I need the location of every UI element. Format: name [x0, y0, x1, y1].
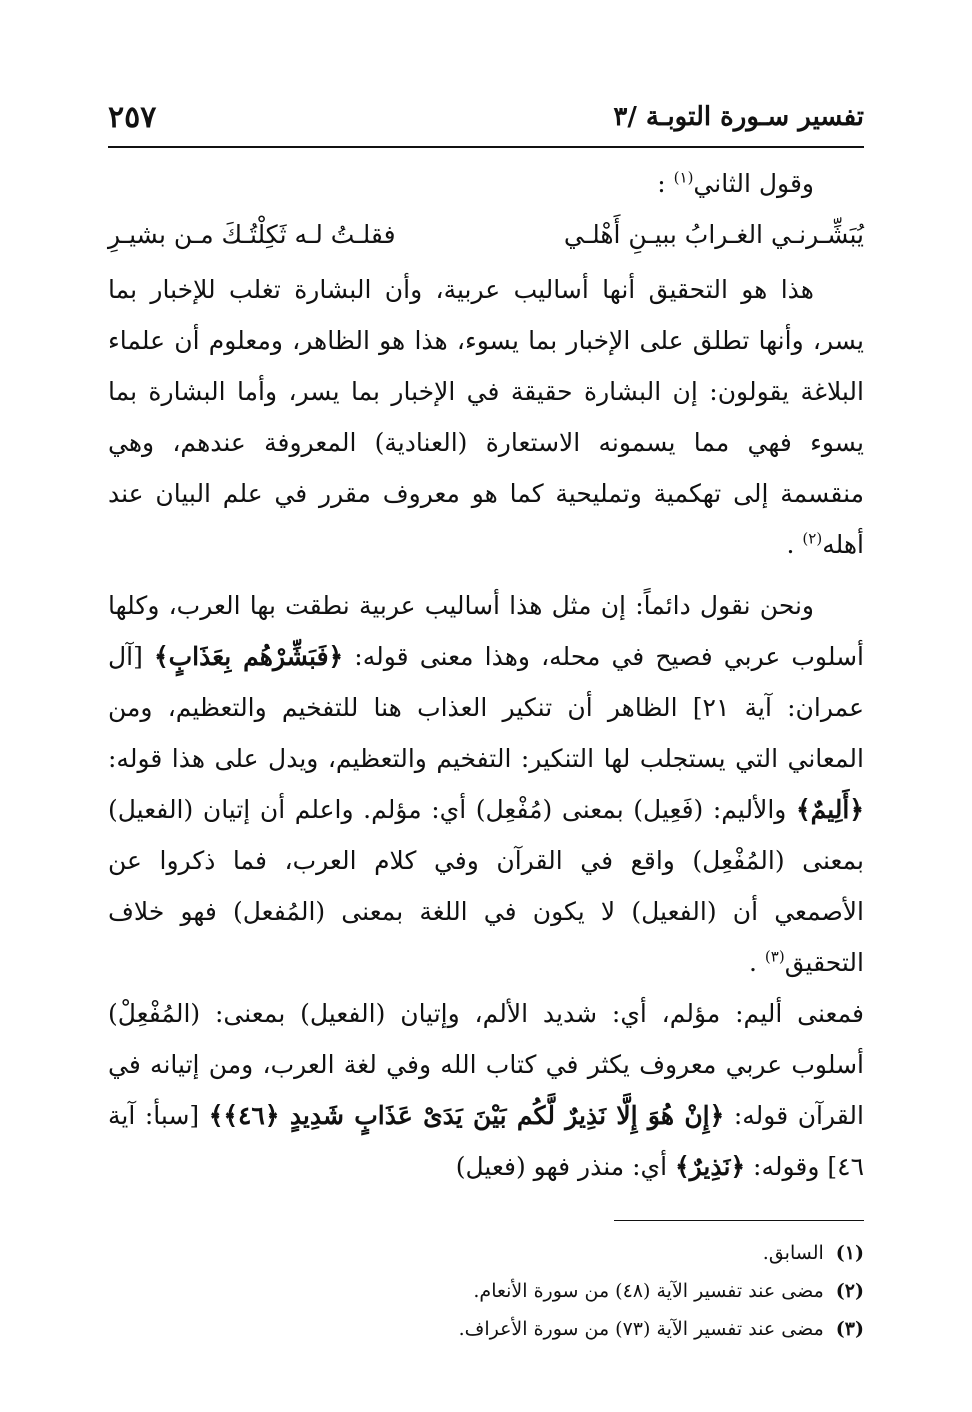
footnote-text: مضى عند تفسير الآية (٧٣) من سورة الأعراف. — [458, 1318, 824, 1340]
poetry-verse — [108, 209, 864, 260]
paragraph-2 — [108, 580, 864, 988]
paragraph-3-text-c: أي: منذر فهو (فعيل) — [455, 1152, 675, 1181]
intro-text: وقول الثاني — [693, 169, 814, 198]
verse-intro — [108, 158, 864, 209]
footnote-ref-2: (٢) — [802, 529, 823, 548]
paragraph-1-end: . — [786, 530, 803, 559]
paragraph-3-text-b: [سبأ: آية ٤٦] وقوله: — [108, 1101, 864, 1181]
paragraph-1-text: هذا هو التحقيق أنها أساليب عربية، وأن البشارة تغلب للإخبار بما يسر، وأنها تطلق على الإخبار بما يسوء، هذا هو الظاهر، ومعلوم أن علماء البلاغة يقولون: إن البشارة حقيقة في الإخبار بما يسر، وأما البشارة بما يسوء فهي مما يسمونه الاستعارة (العنادية) المعروفة عندهم، وهي منقسمة إلى تهكمية وتمليحية كما هو معروف مقرر في علم البيان عند أهله — [108, 275, 865, 559]
page-header — [108, 100, 864, 148]
footnote-number: (٢) — [835, 1280, 864, 1302]
footnote-ref-1: (١) — [673, 168, 694, 187]
paragraph-2-text-c: والأليم: (فَعِيل) بمعنى (مُفْعِل) أي: مؤلم. واعلم أن إتيان (الفعيل) بمعنى (المُفْعِل) واقع في القرآن وفي كلام العرب، فما ذكروا عن الأصمعي أن (الفعيل) لا يكون في اللغة بمعنى (المُفعل) فهو خلاف التحقيق — [108, 795, 864, 977]
verse-hemistich-right: فقلـتُ لـه ثَكِلْتُـكَ مـن بشيـرِ — [108, 220, 396, 249]
footnote-list — [108, 1234, 864, 1348]
main-text — [108, 158, 864, 1192]
quran-quote-3: ﴿إِنْ هُوَ إِلَّا نَذِيرٌ لَّكُم بَيْنَ يَدَىْ عَذَابٍ شَدِيدٍ ﴿٤٦﴾﴾ — [208, 1101, 725, 1130]
footnote-1 — [108, 1234, 864, 1272]
verse-hemistich-left: يُبَشِّـرنـي الغـرابُ ببيـنِ أَهْلـي — [563, 220, 864, 249]
paragraph-3-text-a: فمعنى أليم: مؤلم، أي: شديد الألم، وإتيان (الفعيل) بمعنى: (المُفْعِلْ) أسلوب عربي معروف يكثر في كتاب الله وفي لغة العرب، ومن إتيانه في القرآن قوله: — [108, 999, 864, 1130]
paragraph-2-end: . — [749, 948, 765, 977]
footnote-divider — [614, 1220, 864, 1221]
paragraph-gap — [108, 570, 864, 580]
footnote-2 — [108, 1272, 864, 1310]
footnote-ref-3: (٣) — [764, 947, 785, 966]
footnote-3 — [108, 1310, 864, 1348]
quran-quote-1: ﴿فَبَشِّرْهُم بِعَذَابٍ﴾ — [153, 642, 344, 671]
quran-quote-2: ﴿أَلِيمٌ﴾ — [795, 795, 864, 824]
intro-colon: : — [657, 169, 674, 198]
paragraph-3 — [108, 988, 864, 1192]
footnote-text: مضى عند تفسير الآية (٤٨) من سورة الأنعام. — [473, 1280, 824, 1302]
footnote-number: (١) — [835, 1242, 864, 1264]
quran-quote-4: ﴿نَذِيرٌ﴾ — [674, 1152, 746, 1181]
footnote-number: (٣) — [835, 1318, 864, 1340]
page-number: ٢٥٧ — [108, 100, 157, 135]
paragraph-2-text-a: ونحن نقول دائماً: إن مثل هذا أساليب عربية نطقت بها العرب، وكلها أسلوب عربي فصيح في محله، وهذا معنى قوله: — [108, 591, 865, 671]
paragraph-1 — [108, 264, 864, 570]
footnote-text: السابق. — [762, 1242, 824, 1264]
running-title: تفسير سـورة التوبـة /٣ — [613, 102, 864, 132]
paragraph-2-text-b: [آل عمران: آية ٢١] الظاهر أن تنكير العذاب هنا للتفخيم والتعظيم، ومن المعاني التي يستجلب لها التنكير: التفخيم والتعظيم، ويدل على هذا قوله: — [108, 642, 864, 773]
